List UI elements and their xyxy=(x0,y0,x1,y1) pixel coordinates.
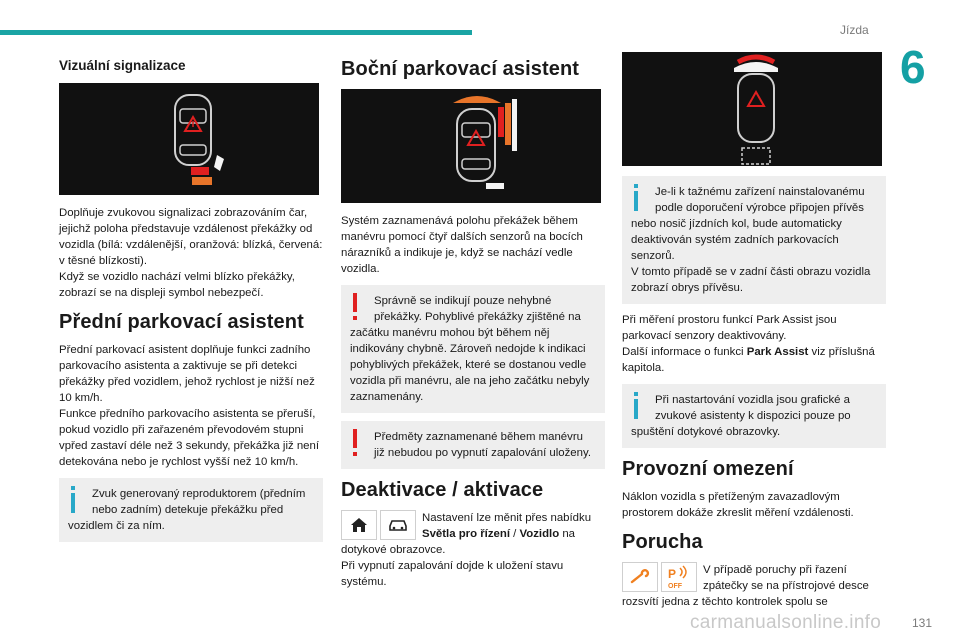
side-assist-warning-1 xyxy=(341,285,605,413)
front-assist-info-note xyxy=(59,478,323,542)
info-icon xyxy=(68,486,78,516)
limits-text: Náklon vozidla s přetíženým zavazadlovým prostorem dokáže zkreslit měření vzdálenosti. xyxy=(622,491,854,519)
park-assist-label: Park Assist xyxy=(746,346,809,358)
wrench-icon xyxy=(622,562,658,592)
front-assist-heading: Přední parkovací asistent xyxy=(59,311,304,333)
chapter-number: 6 xyxy=(900,41,926,93)
side-assist-text: Systém zaznamenává polohu překážek během manévru pomocí čtyř dalších senzorů na bocích nárazníků a indikuje je, když se nachází vedle vozidla. xyxy=(341,215,583,275)
watermark: carmanualsonline.info xyxy=(690,612,882,633)
startup-info-note xyxy=(622,384,886,448)
deactivation-heading: Deaktivace / aktivace xyxy=(341,479,544,501)
page-number: 131 xyxy=(912,616,933,630)
column-3 xyxy=(622,52,886,610)
car-trailer-icon xyxy=(622,52,882,166)
car-top-view-icon xyxy=(59,83,319,195)
warning-icon xyxy=(350,429,360,459)
fault-text: V případě poruchy při řazení zpátečky se na přístrojové desce rozsvítí jedna z těchto kontrolek spolu se xyxy=(622,564,869,608)
trailer-note-text: Je-li k tažnému zařízení nainstalovanému podle doporučení výrobce připojen přívěs nebo nosič jízdních kol, bude automaticky deaktivován systém zadních parkovacích senzorů. V tomto případě se v zadní části obrazu vozidla zobrazí obrys přívěsu. xyxy=(631,186,871,294)
svg-text:P: P xyxy=(668,567,677,581)
car-settings-icon xyxy=(380,510,416,540)
car-side-sensors-icon xyxy=(341,89,601,203)
park-sensor-off-icon xyxy=(661,562,697,592)
fault-text-block xyxy=(622,562,886,610)
warning-icon xyxy=(350,293,360,323)
menu-icons xyxy=(341,510,416,540)
startup-note-text: Při nastartování vozidla jsou grafické a zvukové asistenty k dispozici pouze po spuštění dotykové obrazovky. xyxy=(631,394,851,438)
warning-2-text: Předměty zaznamenané během manévru již nebudou po vypnutí zapalování uloženy. xyxy=(374,431,591,459)
limits-heading: Provozní omezení xyxy=(622,458,794,480)
deact-text-sep: / xyxy=(510,528,520,540)
measure-text-1: Při měření prostoru funkcí Park Assist jsou parkovací senzory deaktivovány. Další informace o funkci xyxy=(622,314,837,358)
fault-heading: Porucha xyxy=(622,531,703,553)
side-assist-warning-2 xyxy=(341,421,605,469)
front-assist-note-text: Zvuk generovaný reproduktorem (předním nebo zadním) detekuje překážku před vozidlem či za ním. xyxy=(68,488,306,532)
visual-signal-text: Doplňuje zvukovou signalizaci zobrazováním čar, jejichž poloha představuje vzdálenost překážky od vozidla (bílá: vzdálenější, oranžová: blízká, červená: v těsné blízkosti). Když se vozidlo nachází velmi blízko překážky, zobrazí se na displeji symbol nebezpečí. xyxy=(59,207,323,299)
home-icon xyxy=(341,510,377,540)
front-assist-text: Přední parkovací asistent doplňuje funkci zadního parkovacího asistenta a zaktivuje se při detekci překážky před vozidlem, jehož rychlost je nižší než 10 km/h. Funkce předního parkovacího asistenta se přeruší, pokud vozidlo při zařazeném převodovém stupni vpřed zastaví déle než 3 sekundy, překážka již není detekována nebo je rychlost vyšší než 10 km/h. xyxy=(59,344,320,468)
column-2 xyxy=(341,58,605,590)
visual-signal-heading: Vizuální signalizace xyxy=(59,58,186,73)
menu-vehicle-label: Vozidlo xyxy=(519,528,560,540)
side-assist-heading: Boční parkovací asistent xyxy=(341,58,580,80)
deactivation-text xyxy=(341,510,605,590)
side-sensor-figure xyxy=(341,89,601,203)
warning-1-text: Správně se indikují pouze nehybné překážky. Pohyblivé překážky zjištěné na začátku manévru mohou být během něj indikovány chybně. Zároveň nedojde k indikaci pohyblivých překážek, které se dostanou vedle vozidla při manévru, ale na jeho začátku nebyly zaznamenány. xyxy=(350,295,590,403)
section-title: Jízda xyxy=(840,23,869,37)
rear-sensor-figure xyxy=(59,83,319,195)
trailer-figure xyxy=(622,52,882,166)
header-accent-bar xyxy=(0,30,472,35)
info-icon xyxy=(631,392,641,422)
park-assist-text xyxy=(622,312,886,376)
menu-lights-label: Světla pro řízení xyxy=(422,528,510,540)
off-label: OFF xyxy=(668,583,682,590)
info-icon xyxy=(631,184,641,214)
trailer-info-note xyxy=(622,176,886,304)
measure-text-2: viz příslušná kapitola. xyxy=(622,346,875,374)
fault-icons xyxy=(622,562,697,592)
deact-text-1: Nastavení lze měnit přes nabídku xyxy=(422,512,592,524)
column-1 xyxy=(59,58,323,550)
deact-text-2: na dotykové obrazovce. Při vypnutí zapalování dojde k uložení stavu systému. xyxy=(341,528,575,588)
